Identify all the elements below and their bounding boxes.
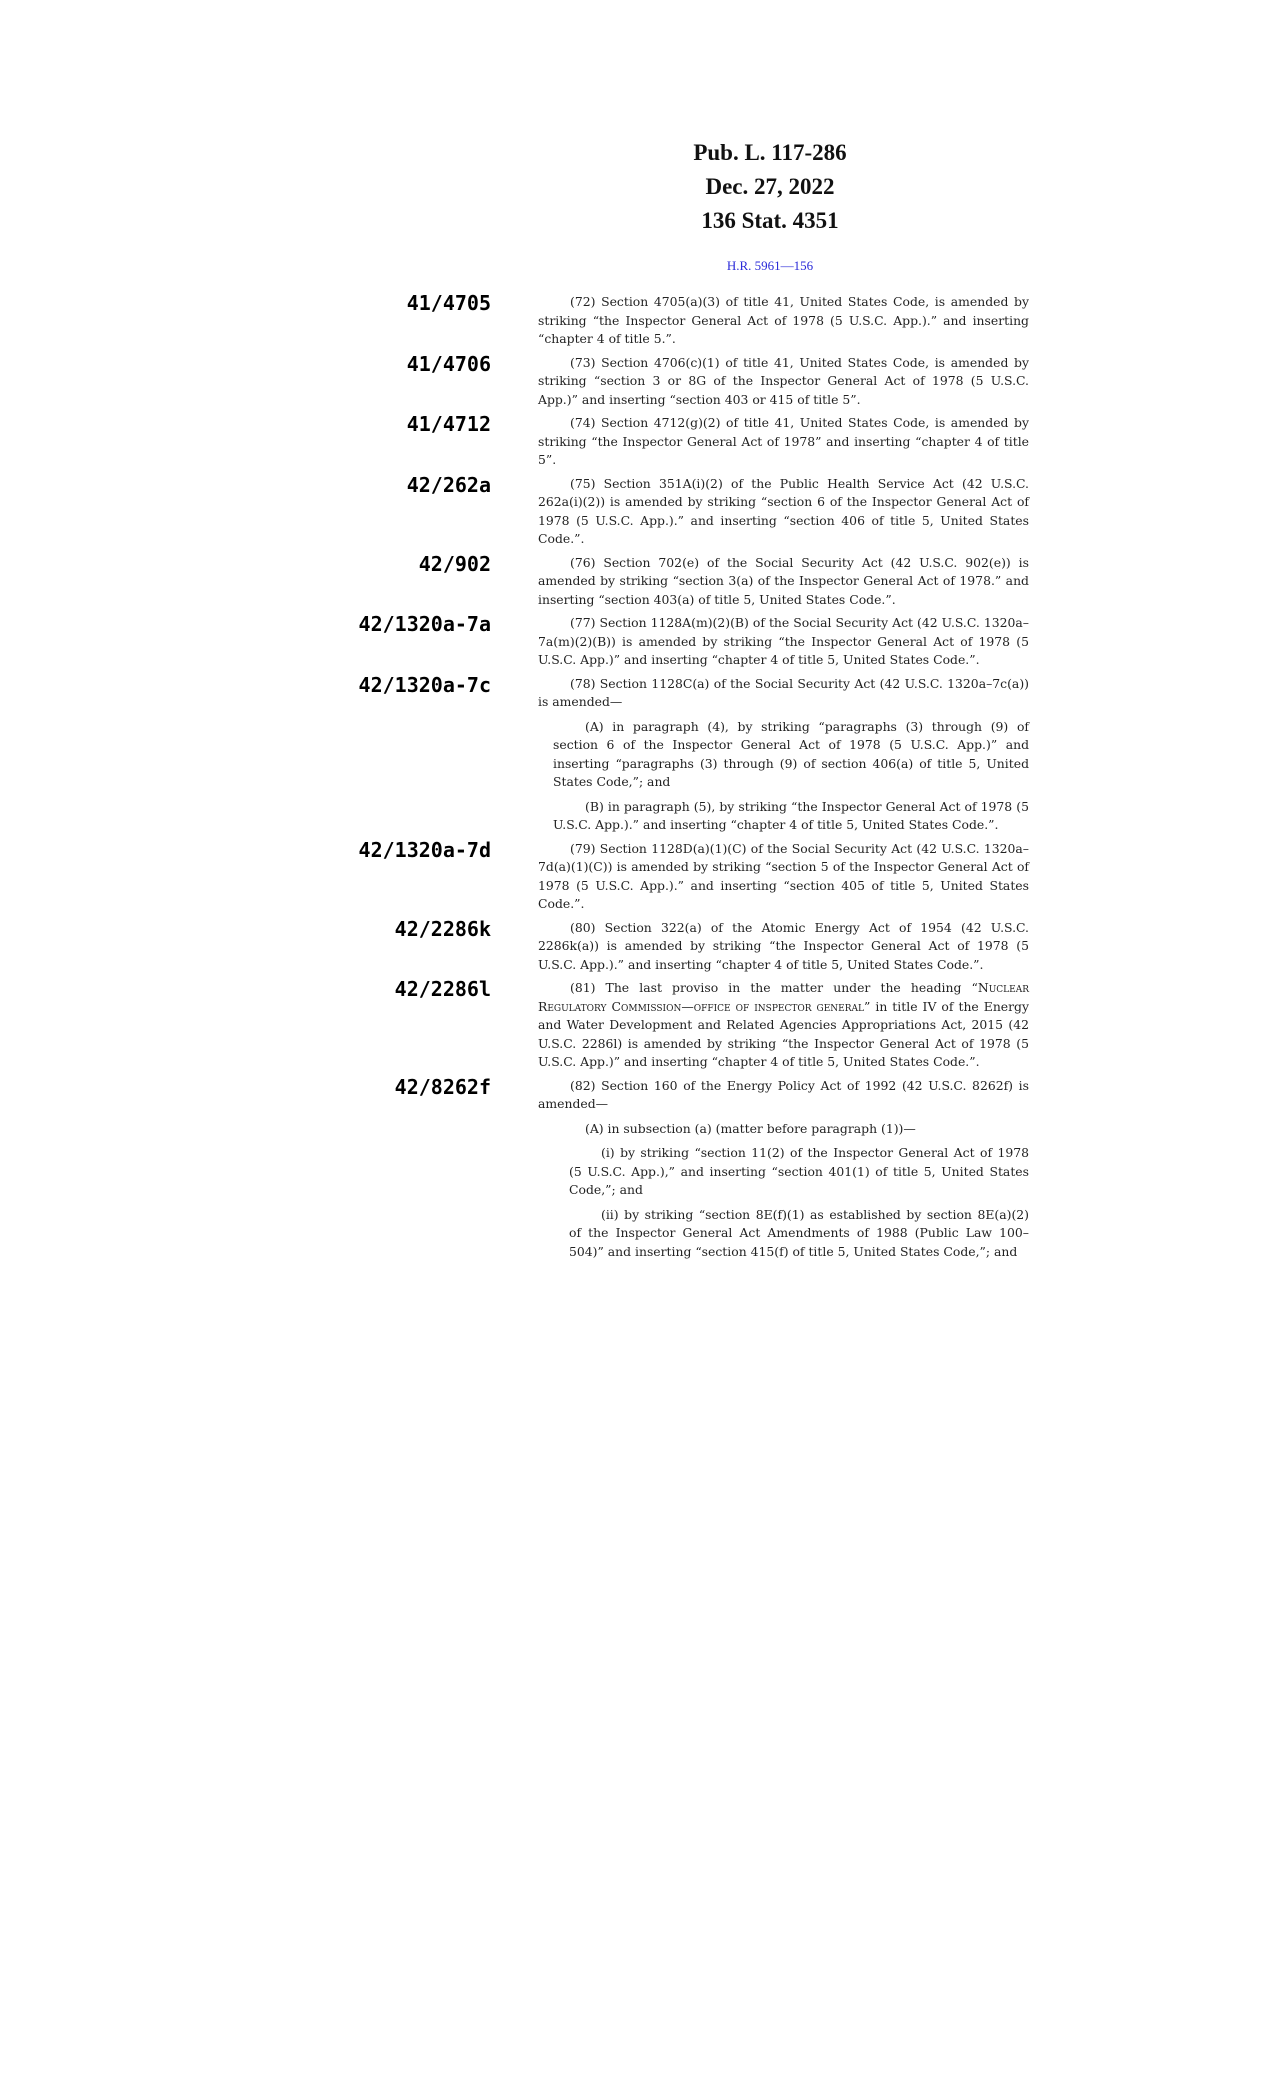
paragraph: (82) Section 160 of the Energy Policy Act of 1992 (42 U.S.C. 8262f) is amended— [538, 1077, 1029, 1111]
paragraph: (78) Section 1128C(a) of the Social Security Act (42 U.S.C. 1320a–7c(a)) is amended— [538, 675, 1029, 709]
amendment-entry [0, 414, 1273, 470]
paragraph-text: (81) The last proviso in the matter under the heading “ [570, 980, 978, 995]
margin-citation: 41/4705 [406, 291, 491, 315]
paragraph: (73) Section 4706(c)(1) of title 41, United States Code, is amended by striking “section 3 or 8G of the Inspector General Act of 1978 (5 U.S.C. App.)” and inserting “section 403 or 415 of title 5”. [538, 354, 1029, 407]
paragraph [538, 979, 1029, 1072]
page-header [680, 136, 860, 238]
amendment-entry [0, 837, 1273, 914]
amendment-entry [0, 472, 1273, 549]
heading-small-caps: Nuclear Regulatory Commission—office of inspector general [538, 980, 1029, 1014]
paragraph-text: ” in title IV of the Energy and Water Development and Related Agencies Appropriations Act, 2015 (42 U.S.C. 2286l) is amended by striking “the Inspector General Act of 1978 (5 U.S.C. App.)” and inserting “chapter 4 of title 5, United States Code.”. [538, 998, 1029, 1069]
subparagraph: (ii) by striking “section 8E(f)(1) as established by section 8E(a)(2) of the Inspector General Act Amendments of 1988 (Public Law 100–504)” and inserting “section 415(f) of title 5, United States Code,”; and [569, 1206, 1029, 1259]
paragraph: (75) Section 351A(i)(2) of the Public Health Service Act (42 U.S.C. 262a(i)(2)) is amended by striking “section 6 of the Inspector General Act of 1978 (5 U.S.C. App.).” and inserting “section 406 of title 5, United States Code.”. [538, 475, 1029, 546]
margin-citation: 41/4712 [406, 412, 491, 436]
margin-citation: 42/2286k [394, 916, 491, 941]
margin-citation: 42/902 [418, 551, 491, 576]
bill-reference-link[interactable]: H.R. 5961—156 [726, 258, 814, 273]
subparagraph: (A) in paragraph (4), by striking “paragraphs (3) through (9) of section 6 of the Inspector General Act of 1978 (5 U.S.C. App.)” and inserting “paragraphs (3) through (9) of section 406(a) of title 5, United States Code,”; and [553, 718, 1029, 789]
enactment-date: Dec. 27, 2022 [705, 174, 835, 199]
margin-citation: 42/1320a-7a [358, 612, 491, 636]
public-law-number: Pub. L. 117-286 [693, 140, 847, 165]
document-body [0, 293, 1273, 1266]
amendment-entry [0, 1074, 1273, 1262]
amendment-entry [0, 614, 1273, 670]
margin-citation: 42/1320a-7c [358, 672, 491, 697]
margin-citation: 42/1320a-7d [358, 837, 491, 862]
amendment-entry [0, 979, 1273, 1072]
margin-citation: 42/262a [406, 472, 491, 497]
subparagraph: (B) in paragraph (5), by striking “the Inspector General Act of 1978 (5 U.S.C. App.).” and inserting “chapter 4 of title 5, United States Code.”. [553, 798, 1029, 832]
margin-citation: 42/2286l [394, 977, 491, 1001]
subparagraph: (i) by striking “section 11(2) of the Inspector General Act of 1978 (5 U.S.C. App.),” and inserting “section 401(1) of title 5, United States Code,”; and [569, 1145, 1029, 1197]
paragraph: (76) Section 702(e) of the Social Security Act (42 U.S.C. 902(e)) is amended by striking “section 3(a) of the Inspector General Act of 1978.” and inserting “section 403(a) of title 5, United States Code.”. [538, 554, 1029, 607]
paragraph: (77) Section 1128A(m)(2)(B) of the Social Security Act (42 U.S.C. 1320a–7a(m)(2)(B)) is amended by striking “the Inspector General Act of 1978 (5 U.S.C. App.)” and inserting “chapter 4 of title 5, United States Code.”. [538, 615, 1029, 667]
amendment-entry [0, 551, 1273, 610]
margin-citation: 41/4706 [406, 351, 491, 376]
margin-citation: 42/8262f [394, 1074, 491, 1099]
paragraph: (79) Section 1128D(a)(1)(C) of the Social Security Act (42 U.S.C. 1320a–7d(a)(1)(C)) is amended by striking “section 5 of the Inspector General Act of 1978 (5 U.S.C. App.).” and inserting “section 405 of title 5, United States Code.”. [538, 840, 1029, 911]
paragraph: (72) Section 4705(a)(3) of title 41, United States Code, is amended by striking “the Inspector General Act of 1978 (5 U.S.C. App.).” and inserting “chapter 4 of title 5.”. [538, 294, 1029, 346]
paragraph: (74) Section 4712(g)(2) of title 41, United States Code, is amended by striking “the Inspector General Act of 1978” and inserting “chapter 4 of title 5”. [538, 415, 1029, 467]
paragraph: (80) Section 322(a) of the Atomic Energy Act of 1954 (42 U.S.C. 2286k(a)) is amended by striking “the Inspector General Act of 1978 (5 U.S.C. App.).” and inserting “chapter 4 of title 5, United States Code.”. [538, 919, 1029, 972]
amendment-entry [0, 293, 1273, 349]
subparagraph: (A) in subsection (a) (matter before paragraph (1))— [585, 1120, 916, 1136]
amendment-entry [0, 916, 1273, 975]
amendment-entry [0, 351, 1273, 410]
statute-citation: 136 Stat. 4351 [701, 208, 839, 233]
amendment-entry [0, 672, 1273, 835]
